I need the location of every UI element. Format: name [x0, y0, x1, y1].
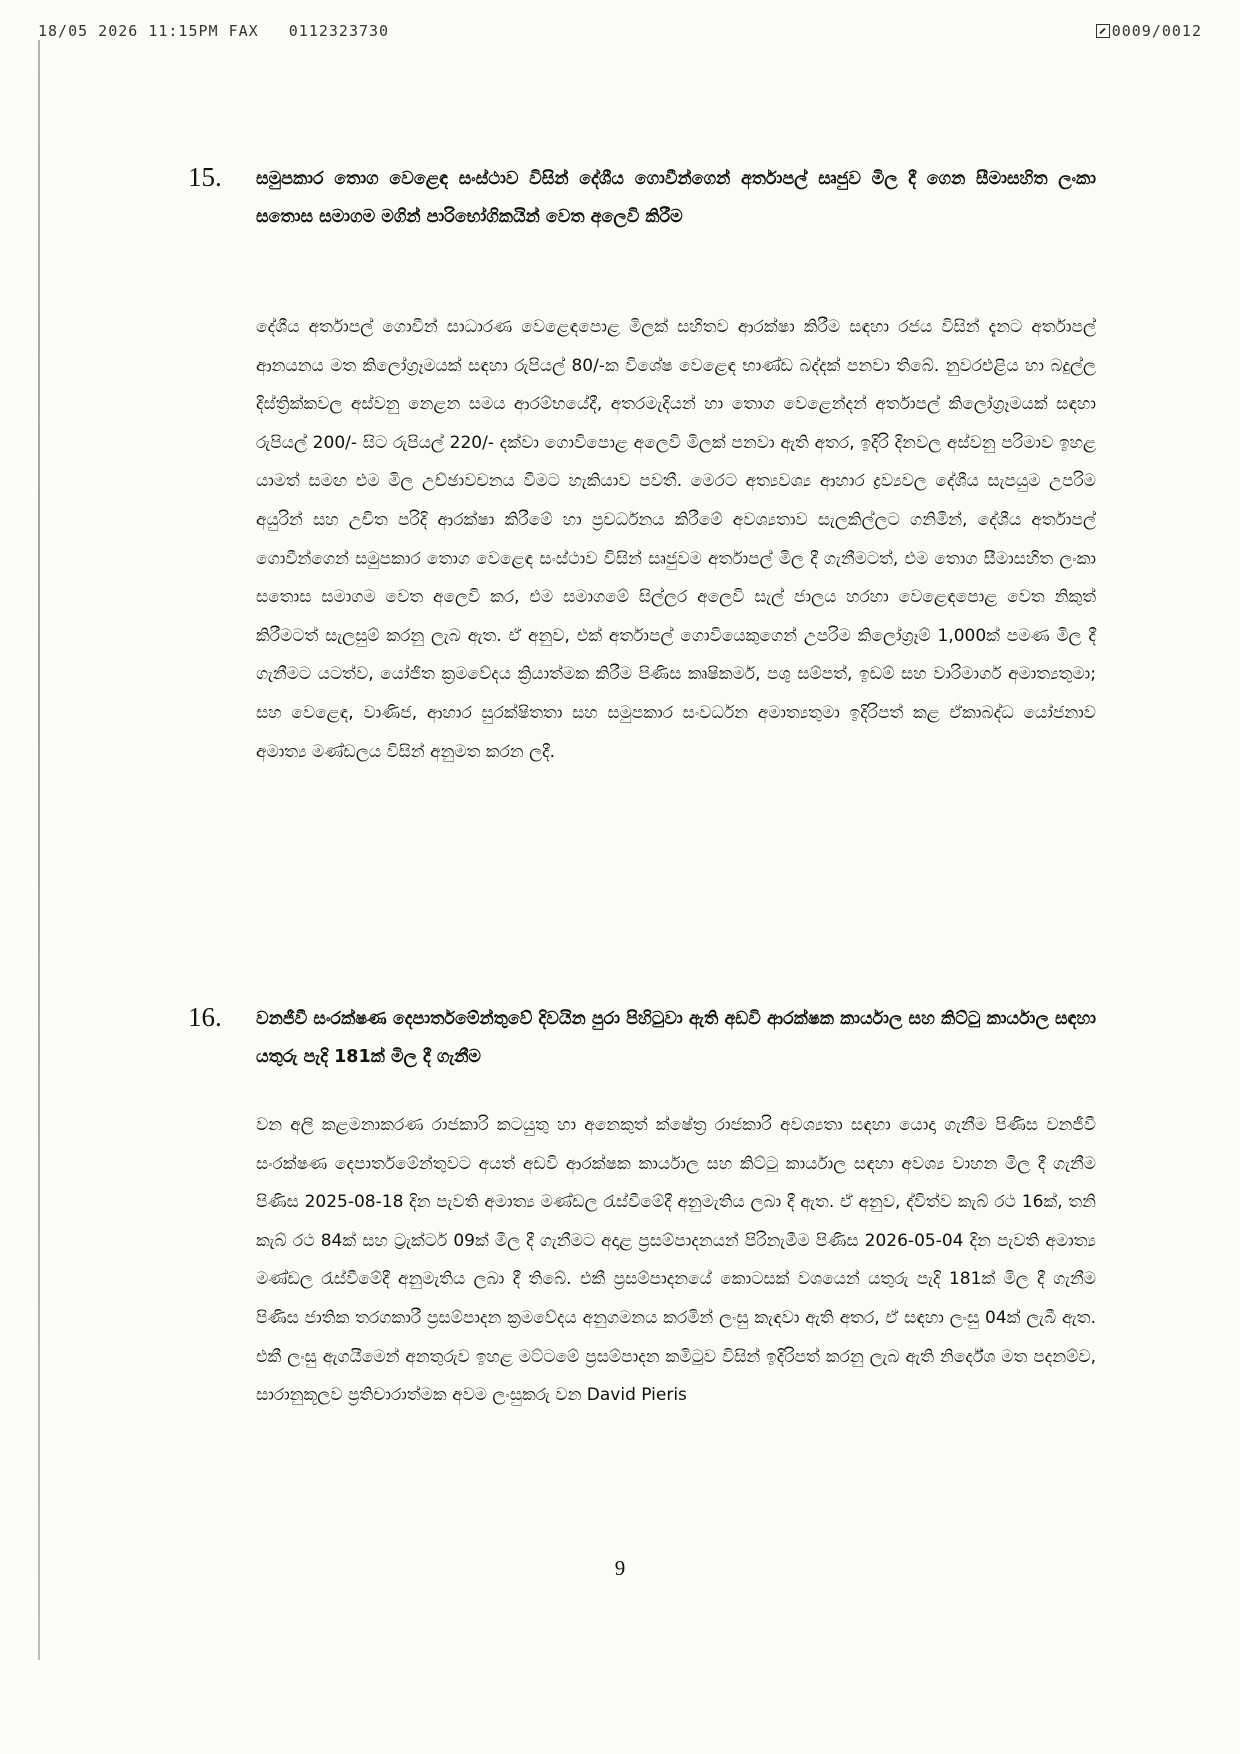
fax-number: 0112323730 — [288, 22, 390, 40]
fax-header — [38, 22, 1202, 46]
fax-page-counter: 0009/0012 — [1111, 22, 1202, 40]
checkbox-icon — [1096, 24, 1110, 38]
fax-datetime: 18/05 2026 11:15PM FAX — [38, 22, 259, 40]
page-number: 9 — [614, 1556, 626, 1580]
section-body: වන අලි කළමනාකරණ රාජකාරි කටයුතු හා අනෙකුත් ක්ෂේත්‍ර රාජකාරි අවශ්‍යතා සඳහා යොදා ගැනීම පිණිස වනජීවී සංරක්ෂණ දෙපාර්තමේන්තුවට අයත් අඩවි ආරක්ෂක කාර්යාල සහ කිට්ටු කාර්යාල සඳහා අවශ්‍ය වාහන මිල දී ගැනීම පිණිස 2025-08-18 දින පැවති අමාත්‍ය මණ්ඩල රැස්වීමේදී අනුමැතිය ලබා දී ඇත. ඒ අනුව, ද්විත්ව කැබ් රථ 16ක්, තනි කැබ් රථ 84ක් සහ ට්‍රැක්ටර් 09ක් මිල දී ගැනීමට අදාළ ප්‍රසම්පාදනයන් පිරිනැමීම පිණිස 2026-05-04 දින පැවති අමාත්‍ය මණ්ඩල රැස්වීමේදී අනුමැතිය ලබා දී තිබේ. එකී ප්‍රසම්පාදනයේ කොටසක් වශයෙන් යතුරු පැදි 181ක් මිල දී ගැනීම පිණිස ජාතික තරගකාරී ප්‍රසම්පාදන ක්‍රමවේදය අනුගමනය කරමින් ලංසු කැඳවා ඇති අතර, ඒ සඳහා ලංසු 04ක් ලැබී ඇත. එකී ලංසු ඇගයීමෙන් අනතුරුව ඉහළ මට්ටමේ ප්‍රසම්පාදන කමිටුව විසින් ඉදිරිපත් කරනු ලැබ ඇති නිර්දේශ මත පදනම්ව, සාරානුකූලව ප්‍රතිචාරාත්මක අවම ලංසුකරු වන David Pieris — [256, 1115, 1096, 1406]
section-title: වනජීවී සංරක්ෂණ දෙපාර්තමේන්තුවේ දිවයින පුරා පිහිටුවා ඇති අඩවි ආරක්ෂක කාර්යාල සහ කිට්ටු කාර්යාල සඳහා යතුරු පැදි 181ක් මිල දී ගැනීම — [256, 1009, 1096, 1067]
section-number: 16. — [188, 1002, 222, 1032]
section-body: දේශීය අර්තාපල් ගොවීන් සාධාරණ වෙළෙඳපොළ මිලක් සහිතව ආරක්ෂා කිරීම සඳහා රජය විසින් දැනට අර්තාපල් ආනයනය මත කිලෝග්‍රෑමයක් සඳහා රුපියල් 80/-ක විශේෂ වෙළෙඳ භාණ්ඩ බද්දක් පනවා තිබේ. නුවරඑළිය හා බදුල්ල දිස්ත්‍රික්කවල අස්වනු නෙළන සමය ආරම්භයේදී, අතරමැදියන් හා තොග වෙළෙන්දන් අර්තාපල් කිලෝග්‍රෑමයක් සඳහා රුපියල් 200/- සිට රුපියල් 220/- දක්වා ගොවිපොළ අලෙවි මිලක් පනවා ඇති අතර, ඉදිරි දිනවල අස්වනු පරිමාව ඉහළ යාමත් සමඟ එම මිල උච්ඡාවචනය වීමට හැකියාව පවතී. මෙරට අත්‍යවශ්‍ය ආහාර ද්‍රව්‍යවල දේශීය සැපයුම උපරිම අයුරින් සහ උචිත පරිදි ආරක්ෂා කිරීමේ හා ප්‍රවර්ධනය කිරීමේ අවශ්‍යතාව සැලකිල්ලට ගනිමින්, දේශීය අර්තාපල් ගොවීන්ගෙන් සමුපකාර තොග වෙළෙඳ සංස්ථාව විසින් සෘජුවම අර්තාපල් මිල දී ගැනීමටත්, එම තොග සීමාසහිත ලංකා සතොස සමාගම වෙත අලෙවි කර, එම සමාගමේ සිල්ලර අලෙවි සැල් ජාලය හරහා වෙළෙඳපොළ වෙත නිකුත් කිරීමටත් සැලසුම් කරනු ලැබ ඇත. ඒ අනුව, එක් අර්තාපල් ගොවියෙකුගෙන් උපරිම කිලෝග්‍රෑම් 1,000ක් පමණ මිල දී ගැනීමට යටත්ව, යෝජිත ක්‍රමවේදය ක්‍රියාත්මක කිරීම පිණිස කෘෂිකර්ම, පශු සම්පත්, ඉඩම් සහ වාරිමාර්ග අමාත්‍යතුමා; සහ වෙළෙඳ, වාණිජ, ආහාර සුරක්ෂිතතා සහ සමුපකාර සංවර්ධන අමාත්‍යතුමා ඉදිරිපත් කළ ඒකාබද්ධ යෝජනාව අමාත්‍ය මණ්ඩලය විසින් අනුමත කරන ලදී. — [256, 317, 1096, 762]
section-number: 15. — [188, 162, 222, 192]
section-title: සමුපකාර තොග වෙළෙඳ සංස්ථාව විසින් දේශීය ගොවීන්ගෙන් අර්තාපල් සෘජුව මිල දී ගෙන සීමාසහිත ලංකා සතොස සමාගම මගින් පාරිභෝගිකයින් වෙත අලෙවි කිරීම — [256, 169, 1096, 227]
fax-header-right — [1096, 22, 1202, 40]
scan-edge-line — [38, 40, 40, 1660]
fax-header-left — [38, 22, 389, 40]
